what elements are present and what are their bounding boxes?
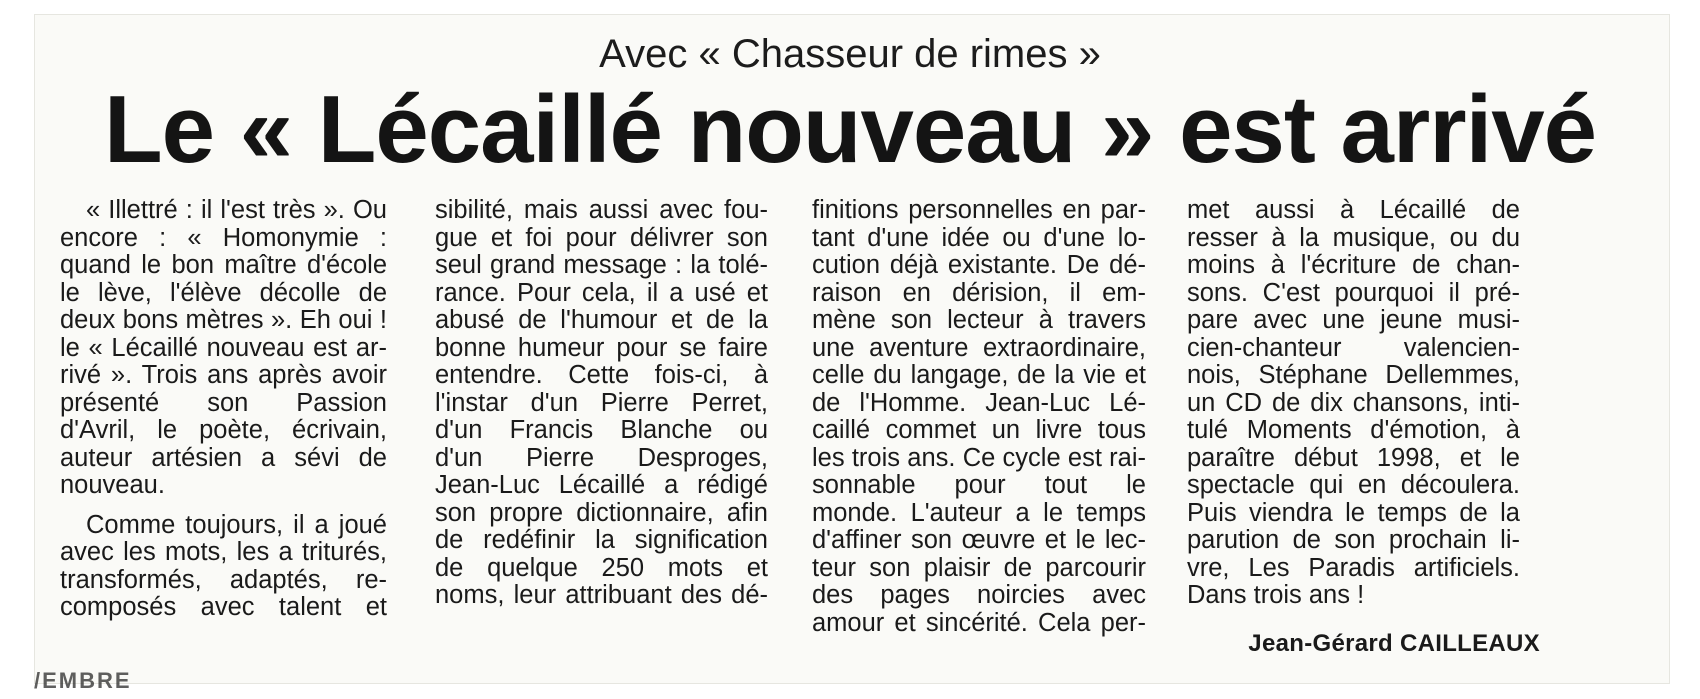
column-line: de l'Homme. Jean-Luc Lé- [812,389,1146,417]
column-line: cution déjà existante. De dé- [812,252,1146,279]
column-line: cien-chanteur valencien- [1187,334,1520,362]
column-line: resser à la musique, ou du [1187,224,1520,252]
column-line: noms, leur attribuant des dé- [435,582,768,609]
column-line: deux bons mètres ». Eh oui ! [60,307,387,334]
column-line: moins à l'écriture de chan- [1187,252,1520,279]
column-line: rivé ». Trois ans après avoir [60,362,387,389]
column-line: Dans trois ans ! [1187,581,1365,609]
column-line: raison en dérision, il em- [812,279,1146,307]
article-column-4 [1187,197,1520,610]
column-line: caillé commet un livre tous [812,417,1146,444]
column-line: met aussi à Lécaillé de [1187,197,1520,224]
column-line: bonne humeur pour se faire [435,334,768,362]
column-line: le lève, l'élève décolle de [60,279,387,307]
column-line: sons. C'est pourquoi il pré- [1187,279,1520,307]
article-byline: Jean-Gérard CAILLEAUX [1248,630,1540,657]
article-column-3 [812,197,1146,637]
article-kicker: Avec « Chasseur de rimes » [599,32,1101,76]
column-line: spectacle qui en découlera. [1187,472,1520,499]
column-line: nouveau. [60,471,165,499]
column-line: sibilité, mais aussi avec fou- [435,197,768,224]
column-line: entendre. Cette fois-ci, à [435,362,768,389]
column-line: auteur artésien a sévi de [60,444,387,472]
column-line: tulé Moments d'émotion, à [1187,417,1520,444]
column-line: transformés, adaptés, re- [60,566,387,594]
column-line: Jean-Luc Lécaillé a rédigé [435,472,768,499]
column-line: mène son lecteur à travers [812,307,1146,334]
column-line: quand le bon maître d'école [60,252,387,279]
column-line: « Illettré : il l'est très ». Ou [86,197,387,224]
column-line: parution de son prochain li- [1187,527,1520,554]
column-line: pare avec une jeune musi- [1187,307,1520,334]
column-line: présenté son Passion [60,389,387,417]
column-line: d'Avril, le poète, écrivain, [60,417,387,444]
column-line: Puis viendra le temps de la [1187,499,1520,527]
column-line: son propre dictionnaire, afin [435,499,768,527]
article-column-1 [60,197,387,622]
column-line: une aventure extraordinaire, [812,334,1146,362]
column-line: monde. L'auteur a le temps [812,499,1146,527]
article-headline: Le « Lécaillé nouveau » est arrivé [103,76,1597,183]
column-line: l'instar d'un Pierre Perret, [435,389,768,417]
cropped-header-fragment: /EMBRE [34,668,132,693]
column-line: paraître début 1998, et le [1187,444,1520,472]
column-line: abusé de l'humour et de la [435,307,768,334]
column-line: vre, Les Paradis artificiels. [1187,554,1520,582]
column-line: celle du langage, de la vie et [812,362,1146,389]
column-line: seul grand message : la tolé- [435,252,768,279]
column-line: rance. Pour cela, il a usé et [435,279,768,307]
column-line: encore : « Homonymie : [60,224,387,252]
column-line: de quelque 250 mots et [435,554,768,582]
column-line: le « Lécaillé nouveau est ar- [60,334,387,362]
column-line: un CD de dix chansons, inti- [1187,389,1520,417]
column-line: Comme toujours, il a joué [86,511,387,539]
column-line: avec les mots, les a triturés, [60,539,387,566]
column-line: teur son plaisir de parcourir [812,554,1146,582]
column-line: d'un Francis Blanche ou [435,417,768,444]
column-line: d'affiner son œuvre et le lec- [812,527,1146,554]
column-line: composés avec talent et [60,594,387,621]
column-line: tant d'une idée ou d'une lo- [812,224,1146,252]
column-line: d'un Pierre Desproges, [435,444,768,472]
column-line: amour et sincérité. Cela per- [812,609,1146,637]
column-line: sonnable pour tout le [812,472,1146,499]
column-line: nois, Stéphane Dellemmes, [1187,362,1520,389]
article-column-2 [435,197,768,610]
column-line: gue et foi pour délivrer son [435,224,768,252]
column-line: les trois ans. Ce cycle est rai- [812,444,1146,472]
column-line: finitions personnelles en par- [812,197,1146,224]
column-line: de redéfinir la signification [435,527,768,554]
column-line: des pages noircies avec [812,582,1146,609]
